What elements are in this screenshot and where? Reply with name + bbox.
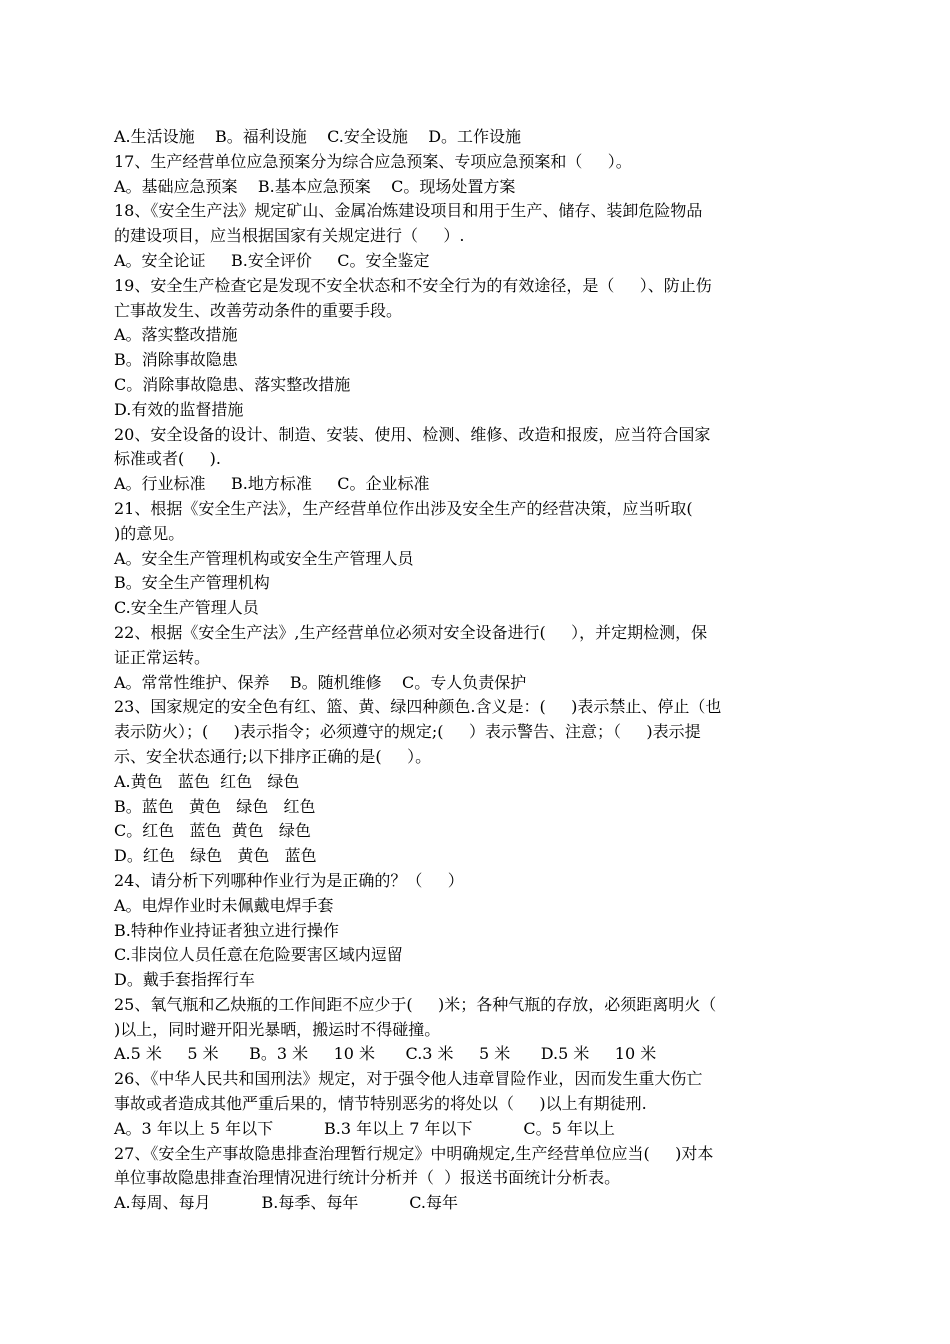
text-line: A.5 米 5 米 B。3 米 10 米 C.3 米 5 米 D.5 米 10 米 bbox=[114, 1044, 657, 1064]
text-line: C.非岗位人员任意在危险要害区域内逗留 bbox=[114, 945, 403, 965]
text-line: D.有效的监督措施 bbox=[114, 399, 244, 419]
text-line: 17、生产经营单位应急预案分为综合应急预案、专项应急预案和（ ）。 bbox=[114, 151, 632, 171]
text-line: 单位事故隐患排查治理情况进行统计分析并（ ）报送书面统计分析表。 bbox=[114, 1168, 621, 1188]
text-line: 26、《中华人民共和国刑法》规定，对于强令他人违章冒险作业，因而发生重大伤亡 bbox=[114, 1069, 703, 1089]
text-line: 19、安全生产检查它是发现不安全状态和不安全行为的有效途径，是（ ）、防止伤 bbox=[114, 275, 712, 295]
text-line: 的建设项目，应当根据国家有关规定进行（ ）. bbox=[114, 226, 465, 246]
text-line: C。红色 蓝色 黄色 绿色 bbox=[114, 821, 311, 841]
text-line: A。基础应急预案 B.基本应急预案 C。现场处置方案 bbox=[114, 176, 516, 196]
text-line: A。电焊作业时未佩戴电焊手套 bbox=[114, 895, 334, 915]
text-line: 23、国家规定的安全色有红、篮、黄、绿四种颜色.含义是：( )表示禁止、停止（也 bbox=[114, 697, 722, 717]
text-line: A。落实整改措施 bbox=[114, 325, 238, 345]
text-line: A.黄色 蓝色 红色 绿色 bbox=[114, 771, 300, 791]
text-line: 事故或者造成其他严重后果的，情节特别恶劣的将处以（ )以上有期徒刑. bbox=[114, 1094, 647, 1114]
text-line: A.每周、每月 B.每季、每年 C.每年 bbox=[114, 1193, 458, 1213]
text-line: A。常常性维护、保养 B。随机维修 C。专人负责保护 bbox=[114, 672, 527, 692]
text-line: B。安全生产管理机构 bbox=[114, 573, 270, 593]
text-line: 24、请分析下列哪种作业行为是正确的？（ ） bbox=[114, 870, 464, 890]
text-line: 示、安全状态通行;以下排序正确的是( ）。 bbox=[114, 746, 432, 766]
document-page bbox=[114, 125, 840, 1216]
text-line: 20、安全设备的设计、制造、安装、使用、检测、维修、改造和报废，应当符合国家 bbox=[114, 424, 711, 444]
text-line: 证正常运转。 bbox=[114, 647, 211, 667]
text-line: C.安全生产管理人员 bbox=[114, 598, 259, 618]
text-line: B。蓝色 黄色 绿色 红色 bbox=[114, 796, 316, 816]
text-line: 25、氧气瓶和乙炔瓶的工作间距不应少于( )米；各种气瓶的存放，必须距离明火（ bbox=[114, 994, 717, 1014]
text-line: 亡事故发生、改善劳动条件的重要手段。 bbox=[114, 300, 403, 320]
text-line: A。行业标准 B.地方标准 C。企业标准 bbox=[114, 474, 430, 494]
text-line: B.特种作业持证者独立进行操作 bbox=[114, 920, 339, 940]
text-line: D。红色 绿色 黄色 蓝色 bbox=[114, 846, 317, 866]
text-line: A。3 年以上 5 年以下 B.3 年以上 7 年以下 C。5 年以上 bbox=[114, 1118, 615, 1138]
text-line: A。安全论证 B.安全评价 C。安全鉴定 bbox=[114, 250, 430, 270]
text-line: 表示防火）；( )表示指令；必须遵守的规定;( ）表示警告、注意；（ )表示提 bbox=[114, 722, 701, 742]
text-line: 21、根据《安全生产法》，生产经营单位作出涉及安全生产的经营决策，应当听取( bbox=[114, 498, 693, 518]
text-line: A.生活设施 B。福利设施 C.安全设施 D。工作设施 bbox=[114, 127, 522, 146]
text-line: )以上，同时避开阳光暴晒，搬运时不得碰撞。 bbox=[114, 1019, 441, 1039]
text-line: A。安全生产管理机构或安全生产管理人员 bbox=[114, 548, 414, 568]
text-line: 27、《安全生产事故隐患排查治理暂行规定》中明确规定,生产经营单位应当( )对本 bbox=[114, 1143, 714, 1163]
text-line: 标准或者( ). bbox=[114, 449, 222, 469]
text-line: 22、根据《安全生产法》,生产经营单位必须对安全设备进行( ），并定期检测，保 bbox=[114, 622, 708, 642]
text-line: )的意见。 bbox=[114, 523, 185, 543]
text-line: 18、《安全生产法》规定矿山、金属冶炼建设项目和用于生产、储存、装卸危险物品 bbox=[114, 201, 703, 221]
text-line: C。消除事故隐患、落实整改措施 bbox=[114, 374, 351, 394]
text-line: D。戴手套指挥行车 bbox=[114, 970, 255, 990]
text-line: B。消除事故隐患 bbox=[114, 350, 238, 370]
